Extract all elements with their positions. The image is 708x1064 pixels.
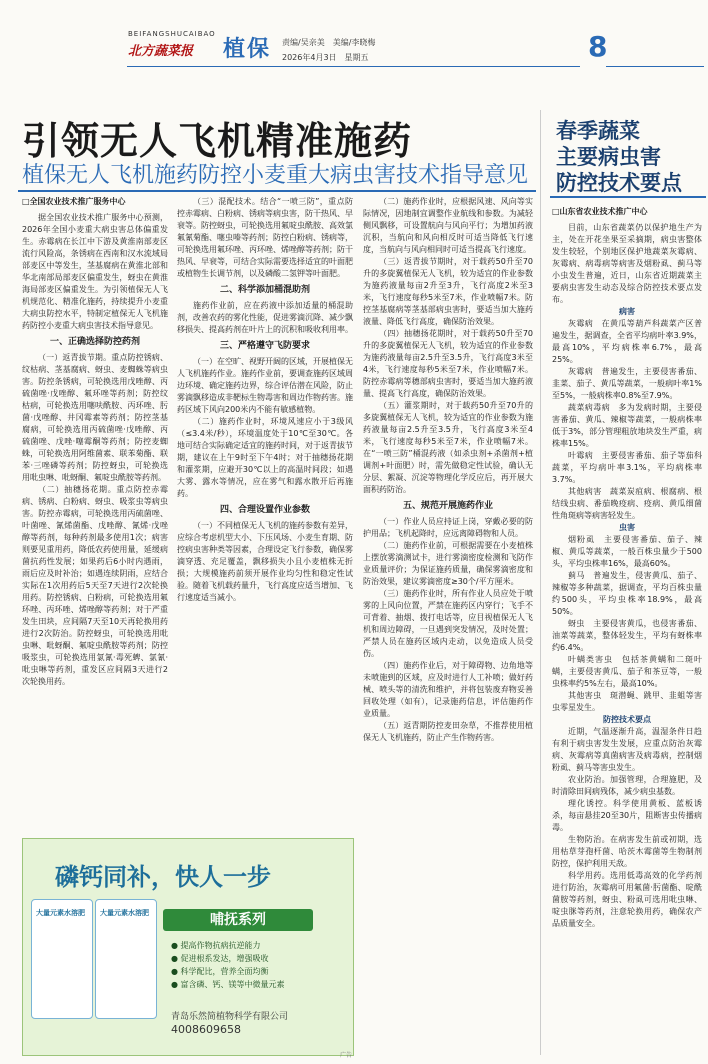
page-number: 8 bbox=[588, 30, 608, 63]
ad-company-name: 青岛乐然简植物科学有限公司 bbox=[171, 1012, 289, 1022]
paragraph: 理化诱控。科学使用黄板、蓝板诱杀，每亩悬挂20至30片，阻断害虫传播病毒。 bbox=[552, 799, 702, 832]
section-heading: 五、规范开展施药作业 bbox=[402, 501, 493, 511]
paragraph: （五）返青期防控麦田杂草，不推荐使用植保无人飞机施药，防止产生作物药害。 bbox=[363, 721, 533, 742]
ad-series-badge: 哺抚系列 bbox=[163, 909, 313, 931]
paragraph: 目前，山东省蔬菜仍以保护地生产为主，处在开花坐果至采摘期，病虫害整体发生较轻，个别地区保护地蔬菜灰霉病、灰霉病、病毒病等病害及烟粉虱、蓟马等小虫发生普遍，近日，山东省近期蔬菜主要病虫害发生动态及综合防控技术要点发布。 bbox=[552, 223, 702, 304]
paragraph: （二）施药作业时，应根据风速、风向等实际情况，因地制宜调整作业航线和参数。为减轻侧风飘移，可设置航向与风向平行；为增加药液沉积，当航向和风向相反时可适当降低飞行速度，当航向与风向相同时可适当提高飞行速度。 bbox=[363, 197, 533, 254]
masthead bbox=[0, 0, 708, 70]
brand-pinyin: BEIFANGSHUCAIBAO bbox=[128, 30, 216, 38]
paragraph: 近期，气温逐渐升高，温湿条件日趋有利于病虫害发生发展，应重点防治灰霉病、灰霉病等真菌病害及病毒病，控制烟粉虱、蓟马等害虫发生。 bbox=[552, 727, 702, 772]
paragraph: 科学用药。选用低毒高效的化学药剂进行防治，灰霉病可用氟菌·肟菌酯、啶酰菌胺等药剂，蚜虫、粉虱可选用吡虫啉、啶虫脒等药剂，注意轮换用药，确保农产品质量安全。 bbox=[552, 871, 702, 928]
paragraph: （一）返青拔节期。重点防控锈病、纹枯病、茎基腐病、蚜虫、麦蜘蛛等病虫害。防控条锈病，可轮换选用戊唑醇、丙硫菌唑·戊唑醇、氟环唑等药剂；防控纹枯病，可轮换选用噻呋酰胺、丙环唑、肟菌·戊唑醇、井冈霉素等药剂；防控茎基腐病，可轮换选用丙硫菌唑·戊唑醇、丙硫菌唑、戊唑·噻霉酮等药剂；防控麦蜘蛛，可轮换选用阿维菌素、联苯菊酯、联苯·三唑磷等药剂；防控蚜虫，可轮换选用吡虫啉、吡蚜酮、氟啶虫酰胺等药剂。 bbox=[22, 353, 168, 482]
paragraph: （一）不同植保无人飞机的施药参数有差异，应综合考虑机型大小、下压风场、小麦生育期、防控病虫害种类等因素，合理设定飞行参数，确保雾滴穿透、充足覆盖，飘移损失小且小麦植株无折损；大规模施药前须开展作业均匀性和稳定性试验。随着飞机载药量升，飞行高度应适当增加、飞行速度适当减小。 bbox=[177, 521, 353, 602]
page-headline: 引领无人飞机精准施药 bbox=[22, 119, 413, 163]
paragraph: 烟粉虱 主要侵害番茄、茄子、辣椒、黄瓜等蔬菜，一般百株虫量少于500头，平均虫株率16%，最高60%。 bbox=[552, 535, 702, 568]
ad-phone-number[interactable]: 4008609658 bbox=[171, 1023, 241, 1036]
paragraph: （二）抽穗扬花期。重点防控赤霉病、锈病、白粉病、蚜虫、吸浆虫等病虫害。防控赤霉病，可轮换选用丙硫菌唑、叶菌唑、氰烯菌酯、戊唑醇、氰烯·戊唑醇等药剂，每种药剂最多使用1次；病害则要见重用药，降低农药使用量，延缓病菌抗药性发展；如果药后6小时内遇雨，雨后应及时补治；如遇连续阴雨，应结合实际在1次用药后5天至7天进行2次轮换用药。防控锈病、白粉病，可轮换选用氟环唑、丙环唑、烯唑醇等药剂；对于严重发生田块，应间隔7天至10天再轮换用药进行2次防治。防控蚜虫，可轮换选用吡虫啉、吡蚜酮、氟啶虫酰胺等药剂；防控吸浆虫，可轮换选用氯氰·毒死蜱、氯氰·吡虫啉等药剂，重发区应间隔3天进行2次轮换用药。 bbox=[22, 485, 168, 686]
paragraph: （二）施药作业前，可根据需要在小麦植株上摆放雾滴测试卡，进行雾滴密度检测和飞防作业质量评价；为保证施药质量，确保雾滴密度和防治效果，建议雾滴密度≥30个/平方厘米。 bbox=[363, 541, 533, 586]
paragraph: （一）作业人员应持证上岗，穿戴必要的防护用品；飞机起降时，应远离障碍物和人员。 bbox=[363, 517, 533, 538]
ad-feature-item: ● 富含磷、钙、镁等中微量元素 bbox=[171, 980, 285, 989]
paragraph: 蚜虫 主要侵害黄瓜，也侵害番茄、油菜等蔬菜，整体轻发生，平均有蚜株率约6.4%。 bbox=[552, 619, 702, 652]
section-heading: 二、科学添加桶混助剂 bbox=[219, 285, 310, 295]
paragraph: （四）施药作业后，对于障碍物、边角地等未喷施到的区域，应及时进行人工补喷；做好药械、喷头等的清洗和维护，并将包装废弃物妥善回收处理（如有），记录施药信息，评估施药作业质量。 bbox=[363, 661, 533, 718]
section-heading: 三、严格遵守飞防要求 bbox=[219, 341, 310, 351]
article-source: □山东省农业技术推广中心 bbox=[552, 207, 648, 216]
paragraph: 其他害虫 斑潜蝇、跳甲、韭蛆等害虫零星发生。 bbox=[552, 691, 702, 712]
side-title-line: 主要病虫害 bbox=[556, 145, 661, 169]
side-article-title bbox=[556, 118, 696, 196]
paragraph: 灰霉病 普遍发生，主要侵害番茄、韭菜、茄子、黄瓜等蔬菜，一般病叶率1%至5%，一般病株率0.8%至7.9%。 bbox=[552, 367, 702, 400]
product-package bbox=[31, 899, 93, 1019]
column-divider bbox=[540, 110, 541, 1055]
paragraph: （五）灌浆期时，对于载药50升至70升的多旋翼植保无人飞机，较为适宜的作业参数为施药液量每亩2.5升至3.5升，飞行高度3米至4米，飞行速度每秒5米至7米，作业喷幅7米。在“一喷三防”桶混药液（如杀虫剂+杀菌剂+植调剂+叶面肥）时，需先做稳定性试验，确认无分层、絮凝、沉淀等物理化学反应后，再开展大面积药防治。 bbox=[363, 401, 533, 494]
ad-headline: 磷钙同补，快人一步 bbox=[55, 863, 271, 891]
brand-logo: 北方蔬菜报 bbox=[128, 44, 194, 59]
ad-feature-item: ● 促进根系发达，增强吸收 bbox=[171, 954, 269, 963]
ad-feature-item: ● 科学配比，营养全面均衡 bbox=[171, 967, 269, 976]
sub-heading: 病害 bbox=[619, 307, 635, 316]
paragraph: 其他病害 蔬菜炭疽病、根腐病、根结线虫病、番茄晚疫病、疫病、黄瓜细菌性角斑病等病害轻发生。 bbox=[552, 487, 702, 520]
paragraph: 农业防治。加强管理，合理施肥，及时清除田间病残体，减少病虫基数。 bbox=[552, 775, 702, 796]
paragraph: （三）施药作业时，所有作业人员应处于喷雾的上风向位置，严禁在施药区内穿行；飞手不可背着、抽烟、拨打电话等，应目视植保无人飞机和周边障碍，一旦遇到突发情况，及时处置；严禁人员在施药区域内走动，以免造成人员受伤。 bbox=[363, 589, 533, 658]
paragraph: （二）施药作业时，环境风速应小于3级风（≤3.4米/秒），环境温度处于10℃至30℃。各地可结合实际确定适宜的施药时间，对于返青拔节期，建议在上午9时至下午4时；对于抽穗扬花期和灌浆期，应避开30℃以上的高温时间段；如遇大雾、露水等情况，应在雾气和露水散开后再施药。 bbox=[177, 417, 353, 498]
paragraph: 生物防治。在病害发生前或初期，选用枯草芽孢杆菌、哈茨木霉菌等生物制剂防控，保护利用天敌。 bbox=[552, 835, 702, 868]
masthead-rule-right bbox=[606, 66, 704, 67]
headline-divider bbox=[18, 190, 536, 192]
paragraph: 蓟马 普遍发生，侵害黄瓜、茄子、辣椒等多种蔬菜，据调查，平均百株虫量约500头，平均虫株率18.9%，最高50%。 bbox=[552, 571, 702, 616]
ad-feature-item: ● 提高作物抗病抗逆能力 bbox=[171, 941, 261, 950]
fertilizer-advertisement[interactable] bbox=[22, 838, 354, 1056]
paragraph: 叶霉病 主要侵害番茄、茄子等茄科蔬菜，平均病叶率3.1%，平均病株率3.7%。 bbox=[552, 451, 702, 484]
section-heading: 四、合理设置作业参数 bbox=[219, 505, 310, 515]
paragraph: 灰霉病 在黄瓜等葫芦科蔬菜产区普遍发生，据调查，全省平均病叶率3.9%，最高10%，平均病株率6.7%，最高25%。 bbox=[552, 319, 702, 364]
paragraph: 叶螨类害虫 包括茶黄螨和二斑叶螨，主要侵害黄瓜、茄子和茶豆等，一般虫株率约5%左右，最高10%。 bbox=[552, 655, 702, 688]
section-name: 植保 bbox=[223, 37, 272, 62]
paragraph: （一）在空旷、视野开阔的区域，开展植保无人飞机施药作业。施药作业前，要调查施药区域周边环境、确定施药边界，综合评估潜在风险，防止雾滴飘移造成非靶标生物毒害和周边作物药害。施药区域下风向200米内不能有敏感植物。 bbox=[177, 357, 353, 414]
ad-notice-label: 广告 bbox=[340, 1052, 353, 1059]
article-column-3 bbox=[363, 196, 533, 1036]
paragraph: 据全国农业技术推广服务中心预测，2026年全国小麦重大病虫害总体偏重发生。赤霉病在长江中下游及黄淮南部麦区流行风险高，条锈病在西南和汉水流域局部麦区中等发生，茎基腐病在黄淮北部和华北南部局部麦区偏重发生，蚜虫在黄淮海局部麦区偏重发生。为引领植保无人飞机规范化、精准化施药，持续提升小麦重大病虫防控水平，特制定植保无人飞机施药防控小麦重大病虫害技术指导意见。 bbox=[22, 213, 168, 330]
side-article-body bbox=[552, 206, 702, 1056]
side-title-divider bbox=[550, 196, 706, 198]
product-package bbox=[95, 899, 157, 1019]
sub-heading: 防控技术要点 bbox=[603, 715, 651, 724]
product-package-label: 大量元素水溶肥 bbox=[36, 909, 85, 917]
article-source: □全国农业技术推广服务中心 bbox=[22, 197, 126, 206]
paragraph: 施药作业前，应在药液中添加适量的桶混助剂，改善农药的雾化性能，促进雾滴沉降、减少飘移损失、提高药剂在叶片上的沉积和吸收利用率。 bbox=[177, 301, 353, 334]
paragraph: 蔬菜病毒病 多为发病时期，主要侵害番茄、黄瓜、辣椒等蔬菜，一般病株率低于3%，部分管理粗放地块发生严重，病株率15%。 bbox=[552, 403, 702, 448]
article-column-1 bbox=[22, 196, 168, 826]
sub-heading: 虫害 bbox=[619, 523, 635, 532]
issue-date: 2026年4月3日 星期五 bbox=[282, 53, 369, 62]
section-heading: 一、正确选择防控药剂 bbox=[49, 337, 140, 347]
paragraph: （四）抽穗扬花期时，对于载药50升至70升的多旋翼植保无人飞机，较为适宜的作业参数为施药液量每亩2.5升至3.5升，飞行高度3米至4米，飞行速度每秒5米至7米，作业喷幅7米。防控赤霉病等穗部病虫害时，要适当加大施药液量、提高飞行高度，确保防治效果。 bbox=[363, 329, 533, 398]
side-title-line: 春季蔬菜 bbox=[556, 119, 640, 143]
ad-feature-list bbox=[171, 939, 347, 991]
paragraph: （三）返青拔节期时，对于载药50升至70升的多旋翼植保无人飞机，较为适宜的作业参数为施药液量每亩2升至3升，飞行高度2米至3米，飞行速度每秒5米至7米，作业喷幅7米。防控茎基腐病等茎基部病虫害时，要适当加大施药液量、降低飞行高度，确保防治效果。 bbox=[363, 257, 533, 326]
product-package-label: 大量元素水溶肥 bbox=[100, 909, 149, 917]
editor-credit: 责编/吴亲美 美编/李晓梅 bbox=[282, 38, 376, 47]
page-subheadline: 植保无人飞机施药防控小麦重大病虫害技术指导意见 bbox=[22, 163, 529, 188]
paragraph: （三）混配技术。结合“一喷三防”，重点防控赤霉病、白粉病、锈病等病虫害，防干热风、早衰等。防控蚜虫，可轮换选用氟啶虫酰胺、高效氯氟氰菊酯、噻虫嗪等药剂；防控白粉病、锈病等，可轮换选用氟环唑、丙环唑、烯唑醇等药剂；防干热风、早衰等，可结合实际需要选择适宜的叶面肥或植物生长调节剂，以及磷酸二氢钾等叶面肥。 bbox=[177, 197, 353, 278]
masthead-rule bbox=[127, 66, 580, 67]
side-title-line: 防控技术要点 bbox=[556, 171, 682, 195]
